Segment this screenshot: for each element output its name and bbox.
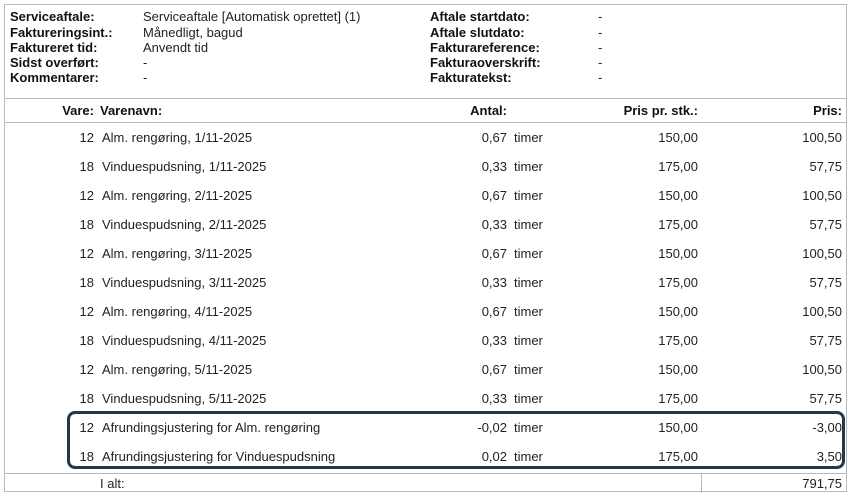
cell-pris: 57,75 xyxy=(809,391,842,406)
cell-pris-stk: 175,00 xyxy=(658,391,698,406)
cell-pris: 100,50 xyxy=(802,362,842,377)
cell-vare: 12 xyxy=(79,362,94,377)
cell-pris: 57,75 xyxy=(809,217,842,232)
cell-varenavn: Vinduespudsning, 5/11-2025 xyxy=(102,391,267,406)
table-row xyxy=(5,210,846,239)
cell-vare: 18 xyxy=(79,217,94,232)
cell-varenavn: Alm. rengøring, 4/11-2025 xyxy=(102,304,253,319)
header-right-value: - xyxy=(598,9,603,24)
total-label: I alt: xyxy=(100,476,125,491)
cell-unit: timer xyxy=(514,391,543,406)
header-left-label: Faktureret tid: xyxy=(10,40,98,55)
cell-pris: 100,50 xyxy=(802,246,842,261)
cell-antal: 0,33 xyxy=(481,333,507,348)
cell-antal: 0,67 xyxy=(481,246,507,261)
table-row xyxy=(5,181,846,210)
cell-varenavn: Vinduespudsning, 4/11-2025 xyxy=(102,333,267,348)
total-value: 791,75 xyxy=(802,476,842,491)
cell-pris-stk: 150,00 xyxy=(658,362,698,377)
col-pris-stk: Pris pr. stk.: xyxy=(623,103,698,118)
header-right-label: Fakturatekst: xyxy=(430,70,512,85)
header-left-label: Faktureringsint.: xyxy=(10,25,113,40)
cell-pris-stk: 175,00 xyxy=(658,449,698,464)
cell-unit: timer xyxy=(514,333,543,348)
cell-vare: 18 xyxy=(79,275,94,290)
col-vare: Vare: xyxy=(62,103,94,118)
header-left-value: Anvendt tid xyxy=(143,40,209,55)
cell-pris-stk: 175,00 xyxy=(658,217,698,232)
cell-varenavn: Vinduespudsning, 2/11-2025 xyxy=(102,217,267,232)
col-antal: Antal: xyxy=(470,103,507,118)
cell-unit: timer xyxy=(514,217,543,232)
cell-antal: 0,67 xyxy=(481,362,507,377)
cell-pris-stk: 150,00 xyxy=(658,130,698,145)
header-right-value: - xyxy=(598,40,603,55)
cell-pris-stk: 150,00 xyxy=(658,304,698,319)
cell-pris-stk: 150,00 xyxy=(658,188,698,203)
cell-antal: 0,67 xyxy=(481,130,507,145)
cell-vare: 18 xyxy=(79,159,94,174)
col-varenavn: Varenavn: xyxy=(100,103,163,118)
cell-pris: 57,75 xyxy=(809,159,842,174)
col-pris: Pris: xyxy=(813,103,842,118)
rounding-adjustment-highlight xyxy=(67,411,845,469)
cell-unit: timer xyxy=(514,304,543,319)
header-right-value: - xyxy=(598,70,603,85)
cell-pris: 100,50 xyxy=(802,188,842,203)
total-divider xyxy=(701,473,702,493)
header-left-label: Serviceaftale: xyxy=(10,9,95,24)
header-right-label: Fakturaoverskrift: xyxy=(430,55,541,70)
cell-unit: timer xyxy=(514,246,543,261)
cell-unit: timer xyxy=(514,449,543,464)
cell-vare: 12 xyxy=(79,188,94,203)
cell-pris-stk: 175,00 xyxy=(658,333,698,348)
cell-vare: 12 xyxy=(79,246,94,261)
cell-pris-stk: 175,00 xyxy=(658,275,698,290)
table-row xyxy=(5,268,846,297)
table-row xyxy=(5,326,846,355)
total-row xyxy=(5,473,846,493)
cell-antal: 0,33 xyxy=(481,159,507,174)
cell-unit: timer xyxy=(514,130,543,145)
cell-antal: 0,33 xyxy=(481,217,507,232)
cell-varenavn: Vinduespudsning, 3/11-2025 xyxy=(102,275,267,290)
cell-antal: -0,02 xyxy=(477,420,507,435)
cell-unit: timer xyxy=(514,159,543,174)
header-left-label: Sidst overført: xyxy=(10,55,99,70)
header-left-value: Månedligt, bagud xyxy=(143,25,243,40)
table-row xyxy=(5,239,846,268)
table-row xyxy=(5,355,846,384)
cell-varenavn: Alm. rengøring, 3/11-2025 xyxy=(102,246,253,261)
cell-vare: 18 xyxy=(79,449,94,464)
agreement-header xyxy=(5,5,846,99)
header-left-label: Kommentarer: xyxy=(10,70,99,85)
header-right-label: Aftale startdato: xyxy=(430,9,530,24)
cell-unit: timer xyxy=(514,420,543,435)
cell-unit: timer xyxy=(514,275,543,290)
cell-pris-stk: 175,00 xyxy=(658,159,698,174)
cell-antal: 0,33 xyxy=(481,391,507,406)
cell-vare: 12 xyxy=(79,304,94,319)
cell-pris-stk: 150,00 xyxy=(658,246,698,261)
cell-varenavn: Afrundingsjustering for Vinduespudsning xyxy=(102,449,336,464)
cell-pris: -3,00 xyxy=(812,420,842,435)
cell-antal: 0,67 xyxy=(481,304,507,319)
header-left-value: - xyxy=(143,70,148,85)
cell-unit: timer xyxy=(514,188,543,203)
header-right-value: - xyxy=(598,25,603,40)
cell-pris: 100,50 xyxy=(802,130,842,145)
cell-antal: 0,02 xyxy=(481,449,507,464)
cell-vare: 18 xyxy=(79,391,94,406)
cell-unit: timer xyxy=(514,362,543,377)
cell-pris: 3,50 xyxy=(816,449,842,464)
cell-varenavn: Afrundingsjustering for Alm. rengøring xyxy=(102,420,321,435)
table-row xyxy=(5,152,846,181)
header-right-label: Aftale slutdato: xyxy=(430,25,525,40)
cell-pris: 57,75 xyxy=(809,275,842,290)
table-row xyxy=(5,297,846,326)
header-right-value: - xyxy=(598,55,603,70)
cell-vare: 12 xyxy=(79,130,94,145)
cell-antal: 0,33 xyxy=(481,275,507,290)
cell-varenavn: Alm. rengøring, 5/11-2025 xyxy=(102,362,253,377)
table-row xyxy=(5,384,846,413)
table-row xyxy=(5,123,846,152)
cell-pris: 100,50 xyxy=(802,304,842,319)
cell-varenavn: Alm. rengøring, 1/11-2025 xyxy=(102,130,253,145)
cell-varenavn: Alm. rengøring, 2/11-2025 xyxy=(102,188,253,203)
header-left-value: - xyxy=(143,55,148,70)
column-header-row xyxy=(5,99,846,123)
cell-vare: 12 xyxy=(79,420,94,435)
cell-pris: 57,75 xyxy=(809,333,842,348)
cell-antal: 0,67 xyxy=(481,188,507,203)
cell-vare: 18 xyxy=(79,333,94,348)
header-right-label: Fakturareference: xyxy=(430,40,540,55)
cell-varenavn: Vinduespudsning, 1/11-2025 xyxy=(102,159,267,174)
cell-pris-stk: 150,00 xyxy=(658,420,698,435)
header-left-value: Serviceaftale [Automatisk oprettet] (1) xyxy=(143,9,361,24)
